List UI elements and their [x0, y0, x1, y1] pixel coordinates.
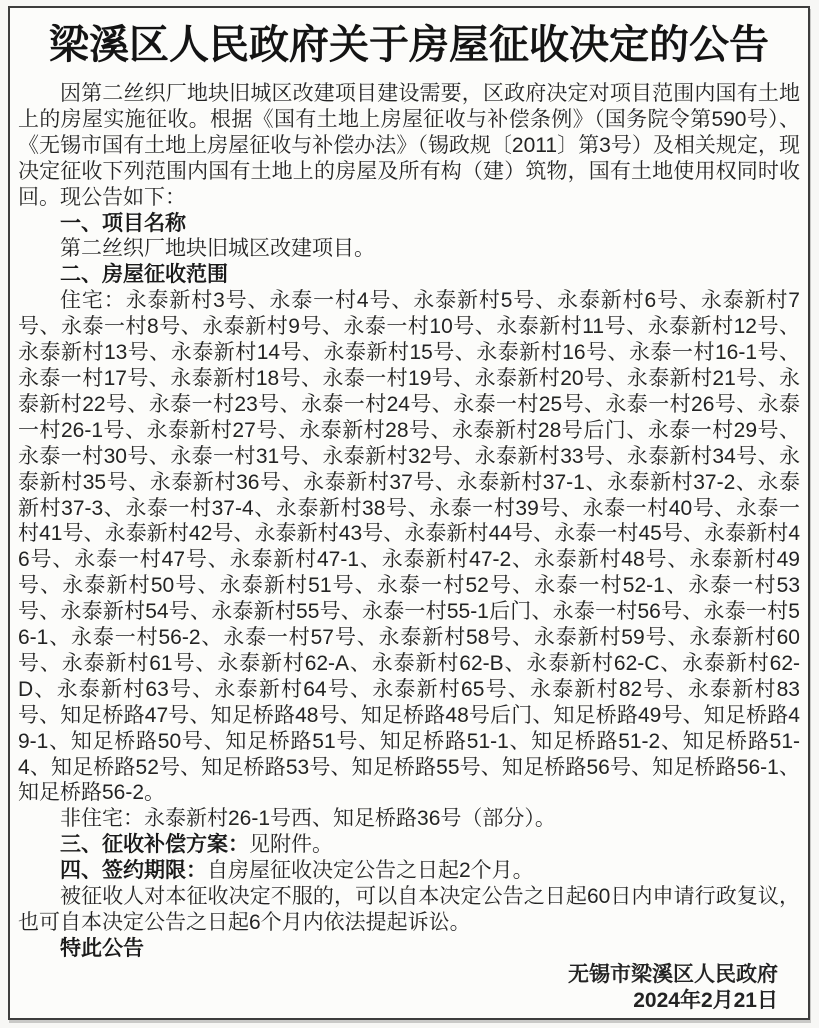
closing-line: 特此公告 [60, 936, 144, 960]
non-residential-label: 非住宅： [60, 807, 144, 831]
issuer-line: 无锡市梁溪区人民政府 [568, 962, 778, 986]
section-3-body: 见附件。 [249, 833, 333, 857]
section-2-heading: 二、房屋征收范围 [60, 263, 228, 287]
section-3-paragraph [18, 832, 800, 858]
section-4-body: 自房屋征收决定公告之日起2个月。 [207, 859, 534, 883]
appeal-paragraph: 被征收人对本征收决定不服的，可以自本决定公告之日起60日内申请行政复议，也可自本决定公告之日起6个月内依法提起诉讼。 [18, 885, 800, 934]
page-title: 梁溪区人民政府关于房屋征收决定的公告 [49, 23, 769, 67]
residential-list-terminator: 。 [144, 781, 166, 805]
section-4-heading: 四、签约期限： [60, 859, 207, 883]
signature-block [18, 962, 800, 1014]
date-line: 2024年2月21日 [633, 988, 778, 1012]
section-1-body: 第二丝织厂地块旧城区改建项目。 [60, 237, 375, 261]
section-3-heading: 三、征收补偿方案： [60, 833, 249, 857]
section-1-heading: 一、项目名称 [60, 211, 186, 235]
non-residential-address-list: 永泰新村26-1号西、知足桥路36号（部分） [144, 807, 535, 831]
announcement-frame [8, 6, 810, 1020]
intro-paragraph: 因第二丝织厂地块旧城区改建项目建设需要，区政府决定对项目范围内国有土地上的房屋实施征收。根据《国有土地上房屋征收与补偿条例》（国务院令第590号）、《无锡市国有土地上房屋征收与补偿办法》（锡政规〔2011〕第3号）及相关规定，现决定征收下列范围内国有土地上的房屋及所有构（建）筑物，国有土地使用权同时收回。现公告如下： [18, 82, 800, 209]
residential-label: 住宅： [60, 289, 126, 313]
non-residential-scope-paragraph [18, 806, 800, 832]
residential-address-list: 永泰新村3号、永泰一村4号、永泰新村5号、永泰新村6号、永泰新村7号、永泰一村8号、永泰新村9号、永泰一村10号、永泰新村11号、永泰新村12号、永泰新村13号、永泰新村14号、永泰新村15号、永泰新村16号、永泰一村16-1号、永泰一村17号、永泰新村18号、永泰一村19号、永泰新村20号、永泰新村21号、永泰新村22号、永泰一村23号、永泰一村24号、永泰一村25号、永泰一村26号、永泰一村26-1号、永泰新村27号、永泰新村28号、永泰新村28号后门、永泰一村29号、永泰一村30号、永泰一村31号、永泰新村32号、永泰新村33号、永泰新村34号、永泰新村35号、永泰新村36号、永泰新村37号、永泰新村37-1、永泰新村37-2、永泰新村37-3、永泰一村37-4、永泰新村38号、永泰一村39号、永泰一村40号、永泰一村41号、永泰新村42号、永泰新村43号、永泰新村44号、永泰一村45号、永泰新村46号、永泰一村47号、永泰新村47-1、永泰新村47-2、永泰新村48号、永泰新村49号、永泰新村50号、永泰新村51号、永泰一村52号、永泰一村52-1、永泰一村53号、永泰新村54号、永泰新村55号、永泰一村55-1后门、永泰一村56号、永泰一村56-1、永泰一村56-2、永泰一村57号、永泰新村58号、永泰新村59号、永泰新村60号、永泰新村61号、永泰新村62-A、永泰新村62-B、永泰新村62-C、永泰新村62-D、永泰新村63号、永泰新村64号、永泰新村65号、永泰新村82号、永泰新村83号、知足桥路47号、知足桥路48号、知足桥路48号后门、知足桥路49号、知足桥路49-1、知足桥路50号、知足桥路51号、知足桥路51-1、知足桥路51-2、知足桥路51-4、知足桥路52号、知足桥路53号、知足桥路55号、知足桥路56号、知足桥路56-1、知足桥路56-2 [18, 289, 800, 805]
non-residential-list-terminator: 。 [534, 807, 556, 831]
section-4-paragraph [18, 858, 800, 884]
residential-scope-paragraph [18, 288, 800, 806]
